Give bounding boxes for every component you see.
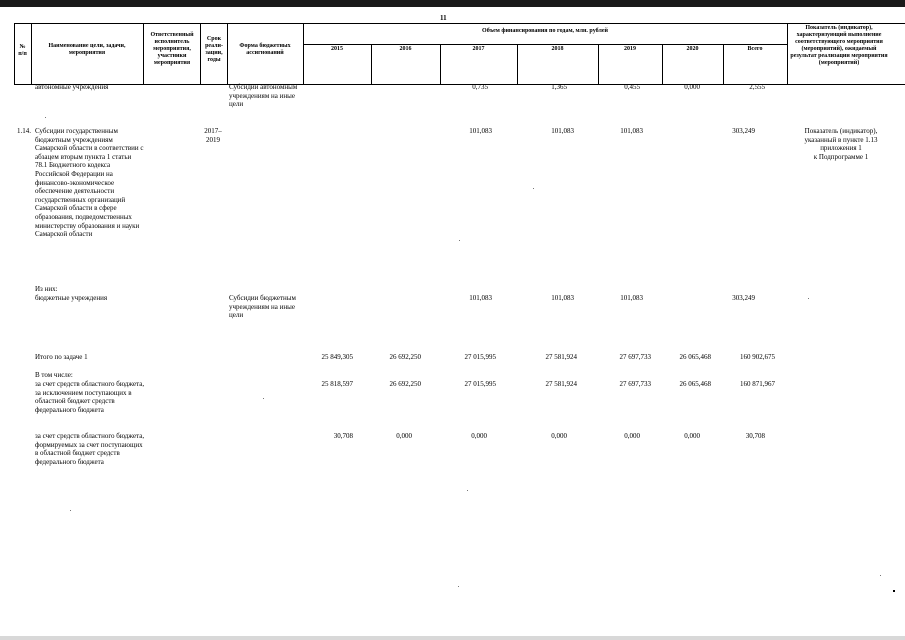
- row-114-name: Субсидии государственным бюджетным учреждениям Самарской области в соответствии с абзацем вторым пункта 1 статьи 78.1 Бюджетного кодекса Российской Федерации на финансово-экономическое обеспечение деятельности государственных организаций Самарской области в сфере образования, подведомственных министерству образования и науки Самарской области: [35, 127, 144, 239]
- row-regional-fed-2017: 0,000: [471, 432, 487, 440]
- row-budget-inst-2017: 101,083: [469, 294, 492, 302]
- row-regional-fed-2015: 30,708: [333, 432, 353, 440]
- row-regional-excl-2015: 25 818,597: [321, 380, 353, 388]
- row-total-total: 160 902,675: [740, 353, 775, 361]
- including-label: В том числе:: [35, 371, 73, 379]
- row-autonomous-form: Субсидии автономным учреждениям на иные цели: [229, 83, 298, 109]
- page-number: 11: [440, 14, 447, 22]
- scan-bottom-edge: [0, 636, 905, 640]
- scan-top-edge: [0, 0, 905, 7]
- row-114-num: 1.14.: [17, 127, 31, 135]
- row-114-total: 303,249: [732, 127, 755, 135]
- row-regional-fed-2016: 0,000: [396, 432, 412, 440]
- scan-speck: [533, 188, 534, 189]
- row-regional-excl-2016: 26 692,250: [389, 380, 421, 388]
- row-autonomous-2019: 0,455: [624, 83, 640, 91]
- row-autonomous-2018: 1,365: [551, 83, 567, 91]
- scan-speck: [880, 575, 881, 576]
- row-total-2016: 26 692,250: [389, 353, 421, 361]
- scan-speck: [893, 590, 895, 592]
- row-total-name: Итого по задаче 1: [35, 353, 88, 361]
- row-autonomous-2017: 0,735: [472, 83, 488, 91]
- row-regional-excl-2019: 27 697,733: [619, 380, 651, 388]
- header-year-2018: 2018: [551, 46, 564, 52]
- row-regional-fed-2020: 0,000: [684, 432, 700, 440]
- row-regional-fed-2018: 0,000: [551, 432, 567, 440]
- header-indicator: Показатель (индикатор), характеризующий выполнение соответствующего мероприятия (мероприятий), ожидаемый результат реализации мероприятия (мероприятий): [790, 25, 888, 66]
- row-regional-excl-2017: 27 015,995: [464, 380, 496, 388]
- of-which-label: Из них:: [35, 285, 58, 293]
- row-total-2017: 27 015,995: [464, 353, 496, 361]
- row-regional-fed-total: 30,708: [745, 432, 765, 440]
- header-volume: Объем финансирования по годам, млн. рублей: [482, 28, 608, 34]
- row-budget-inst-form: Субсидии бюджетным учреждениям на иные цели: [229, 294, 296, 320]
- row-regional-fed-2019: 0,000: [624, 432, 640, 440]
- header-year-2019: 2019: [624, 46, 636, 52]
- header-year-2015: 2015: [331, 46, 343, 52]
- row-114-2019: 101,083: [620, 127, 643, 135]
- row-114-indicator: Показатель (индикатор), указанный в пункте 1.13 приложения 1 к Подпрограмме 1: [804, 127, 878, 161]
- row-total-2019: 27 697,733: [619, 353, 651, 361]
- scan-speck: [808, 298, 809, 299]
- header-executor: Ответственный исполнитель мероприятия, участники мероприятия: [150, 32, 194, 66]
- row-budget-inst-total: 303,249: [732, 294, 755, 302]
- scan-speck: [263, 398, 264, 399]
- header-period: Срок реали-зации, годы: [205, 36, 223, 63]
- row-114-2017: 101,083: [469, 127, 492, 135]
- row-budget-inst-name: бюджетные учреждения: [35, 294, 108, 302]
- scan-speck: [459, 240, 460, 241]
- scan-speck: [70, 510, 71, 511]
- row-regional-excl-2018: 27 581,924: [545, 380, 577, 388]
- row-total-2020: 26 065,468: [679, 353, 711, 361]
- header-name: Наименование цели, задачи, мероприятия: [48, 43, 126, 56]
- row-regional-excl-name: за счет средств областного бюджета, за исключением поступающих в областной бюджет средств федерального бюджета: [35, 380, 145, 414]
- row-114-period: 2017– 2019: [204, 127, 222, 144]
- row-autonomous-name: автономные учреждения: [35, 83, 109, 91]
- row-autonomous-2020: 0,000: [684, 83, 700, 91]
- row-total-2018: 27 581,924: [545, 353, 577, 361]
- row-budget-inst-2018: 101,083: [551, 294, 574, 302]
- header-year-2017: 2017: [472, 46, 485, 52]
- header-year-2016: 2016: [399, 46, 412, 52]
- row-regional-excl-2020: 26 065,468: [679, 380, 711, 388]
- row-regional-excl-total: 160 871,967: [740, 380, 775, 388]
- header-total: Всего: [747, 46, 763, 52]
- row-autonomous-total: 2,555: [749, 83, 765, 91]
- header-year-2020: 2020: [686, 46, 699, 52]
- scan-speck: [467, 490, 468, 491]
- row-total-2015: 25 849,305: [321, 353, 353, 361]
- header-num: № п/п: [18, 44, 27, 57]
- scan-speck: [45, 117, 46, 118]
- scan-speck: [458, 586, 459, 587]
- header-form: Форма бюджетных ассигнований: [239, 43, 291, 56]
- row-budget-inst-2019: 101,083: [620, 294, 643, 302]
- row-regional-fed-name: за счет средств областного бюджета, формируемых за счет поступающих в областной бюджет средств федерального бюджета: [35, 432, 145, 466]
- row-114-2018: 101,083: [551, 127, 574, 135]
